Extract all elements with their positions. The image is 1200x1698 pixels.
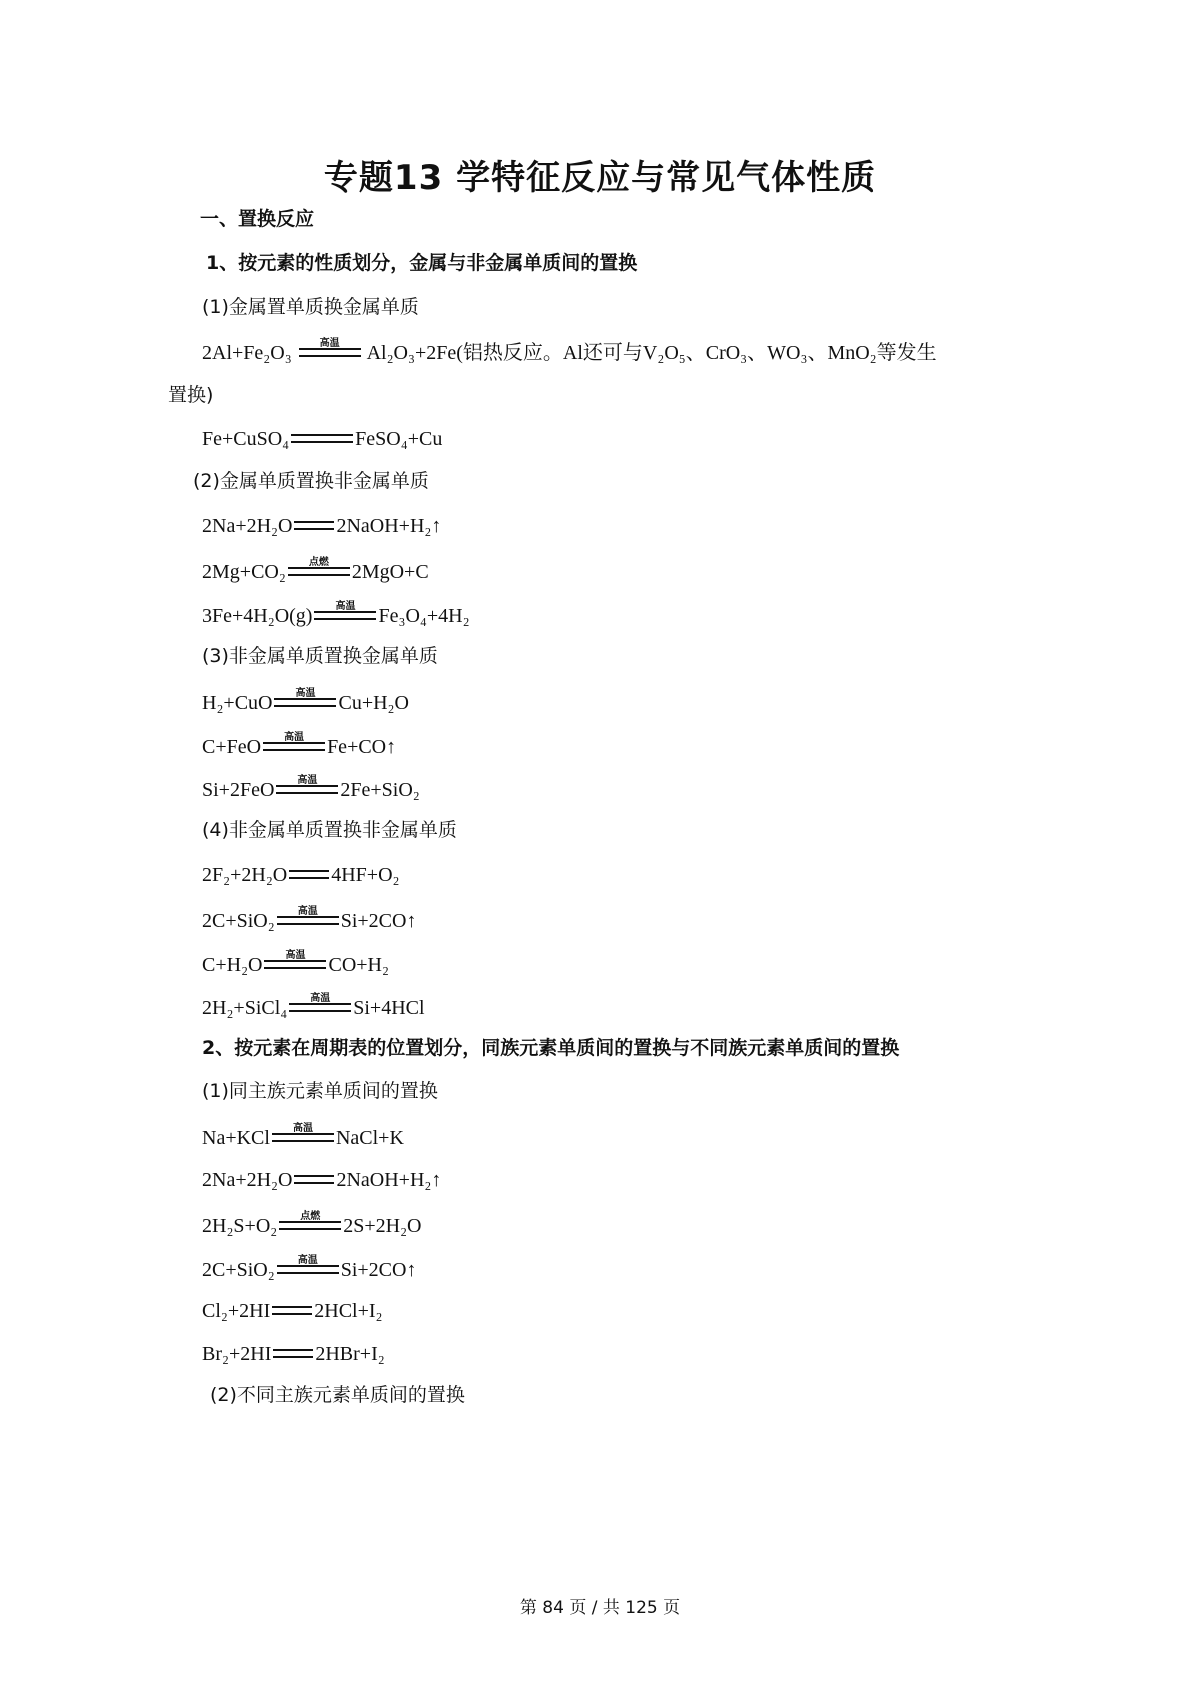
subsection-heading: 1、按元素的性质划分，金属与非金属单质间的置换 [206,252,638,274]
equation-line: Fe+CuSO₄ FeSO₄+Cu [202,428,443,450]
equation-line: 2H₂+SiCl₄ 高温 Si+4HCl [202,993,425,1019]
reaction-arrow: 高温 [299,345,361,359]
reaction-arrow: 点燃 [288,564,350,578]
paragraph: 置换) [168,384,214,406]
equation-line: Si+2FeO 高温 2Fe+SiO₂ [202,775,420,801]
equation-line: 2C+SiO₂ 高温 Si+2CO↑ [202,906,417,932]
equation-line: H₂+CuO 高温 Cu+H₂O [202,688,409,714]
paragraph: (2)不同主族元素单质间的置换 [210,1384,465,1406]
equation-line: 2F₂+2H₂O 4HF+O₂ [202,864,400,886]
equation-line: 2Mg+CO₂ 点燃 2MgO+C [202,557,429,583]
paragraph: (3)非金属单质置换金属单质 [202,645,438,667]
reaction-arrow: 高温 [289,1000,351,1014]
reaction-arrow [291,431,353,445]
page-footer: 第 84 页 / 共 125 页 [519,1598,681,1618]
paragraph: (4)非金属单质置换非金属单质 [202,819,457,841]
reaction-arrow: 高温 [277,913,339,927]
reaction-arrow: 高温 [272,1130,334,1144]
reaction-arrow: 高温 [263,739,325,753]
equation-line: 2Na+2H₂O 2NaOH+H₂↑ [202,1169,442,1191]
paragraph: (2)金属单质置换非金属单质 [193,470,429,492]
reaction-arrow: 高温 [264,957,326,971]
equation-line: Br₂+2HI 2HBr+I₂ [202,1343,385,1365]
reaction-arrow [294,1172,334,1186]
equation-line: C+H₂O 高温 CO+H₂ [202,950,389,976]
reaction-arrow: 高温 [276,782,338,796]
equation-line: 2Na+2H₂O 2NaOH+H₂↑ [202,515,442,537]
reaction-arrow: 高温 [277,1262,339,1276]
reaction-arrow [289,867,329,881]
reaction-arrow [273,1346,313,1360]
equation-line: 3Fe+4H₂O(g) 高温 Fe₃O₄+4H₂ [202,601,470,627]
equation-line: 2H₂S+O₂ 点燃 2S+2H₂O [202,1211,422,1237]
equation-line: Cl₂+2HI 2HCl+I₂ [202,1300,383,1322]
equation-line: 2C+SiO₂ 高温 Si+2CO↑ [202,1255,417,1281]
reaction-arrow: 高温 [274,695,336,709]
equation-line: Na+KCl 高温 NaCl+K [202,1123,404,1149]
reaction-arrow: 点燃 [279,1218,341,1232]
paragraph: (1)金属置单质换金属单质 [202,296,419,318]
equation-line: C+FeO 高温 Fe+CO↑ [202,732,397,758]
equation-line: 2Al+Fe₂O₃ 高温 Al₂O₃+2Fe(铝热反应。Al还可与V₂O₅、CrO₃、WO₃、MnO₂等发生 [202,338,937,364]
reaction-arrow: 高温 [314,608,376,622]
reaction-arrow [294,518,334,532]
reaction-arrow [272,1303,312,1317]
subsection-heading: 2、按元素在周期表的位置划分，同族元素单质间的置换与不同族元素单质间的置换 [202,1037,900,1059]
paragraph: (1)同主族元素单质间的置换 [202,1080,438,1102]
section-heading: 一、置换反应 [200,208,315,230]
page-title: 专题13 学特征反应与常见气体性质 [323,158,877,198]
